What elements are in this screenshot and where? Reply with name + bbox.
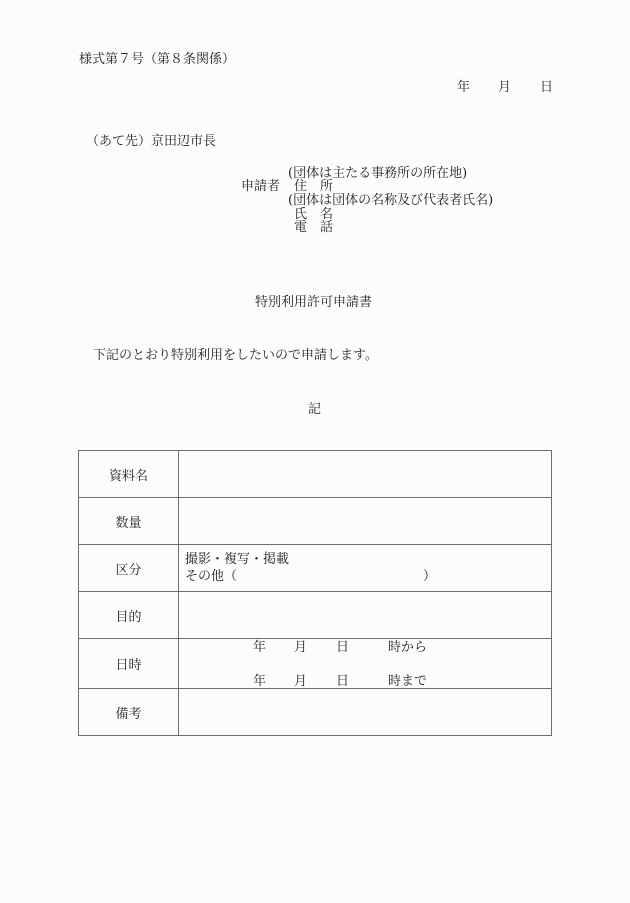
applicant-name-note: (団体は団体の名称及び代表者氏名) xyxy=(288,193,494,208)
from-day-label: 日 xyxy=(336,640,350,655)
datetime-to xyxy=(185,673,551,690)
date-day-label: 日 xyxy=(540,80,554,95)
remarks-field[interactable] xyxy=(179,689,552,736)
row-label: 資料名 xyxy=(79,451,179,498)
table-row-remarks xyxy=(79,689,552,736)
to-time-label: 時まで xyxy=(388,674,428,689)
from-month-label: 月 xyxy=(294,640,308,655)
intro-text: 下記のとおり特別利用をしたいので申請します。 xyxy=(93,348,378,363)
date-year-label: 年 xyxy=(457,80,471,95)
applicant-label: 申請者 xyxy=(241,179,281,194)
material-name-field[interactable] xyxy=(179,451,552,498)
row-label: 備考 xyxy=(79,689,179,736)
row-label: 数量 xyxy=(79,498,179,545)
row-label: 区分 xyxy=(79,545,179,592)
category-other-prefix: その他（ xyxy=(185,569,238,584)
to-year-label: 年 xyxy=(253,674,267,689)
table-row-datetime xyxy=(79,639,552,689)
datetime-from xyxy=(185,639,551,656)
applicant-address-note: (団体は主たる事務所の所在地) xyxy=(288,166,468,181)
category-other xyxy=(185,568,551,585)
to-day-label: 日 xyxy=(336,674,350,689)
document-title: 特別利用許可申請書 xyxy=(255,295,373,310)
from-year-label: 年 xyxy=(253,640,267,655)
to-month-label: 月 xyxy=(294,674,308,689)
addressee: （あて先）京田辺市長 xyxy=(86,134,217,149)
category-other-suffix: ） xyxy=(423,569,437,584)
applicant-phone-label: 電 話 xyxy=(294,220,334,235)
table-row-purpose xyxy=(79,592,552,639)
row-label: 目的 xyxy=(79,592,179,639)
date-month-label: 月 xyxy=(498,80,512,95)
application-form-table xyxy=(78,450,552,736)
applicant-address-label: 住 所 xyxy=(294,179,334,194)
table-row-quantity xyxy=(79,498,552,545)
table-row-category xyxy=(79,545,552,592)
from-time-label: 時から xyxy=(388,640,428,655)
ki-label: 記 xyxy=(308,402,322,417)
category-options: 撮影・複写・掲載 xyxy=(185,552,290,567)
datetime-field[interactable] xyxy=(179,639,552,689)
category-field[interactable] xyxy=(179,545,552,592)
applicant-name-label: 氏 名 xyxy=(294,207,334,222)
row-label: 日時 xyxy=(79,639,179,689)
quantity-field[interactable] xyxy=(179,498,552,545)
purpose-field[interactable] xyxy=(179,592,552,639)
form-number: 様式第７号（第８条関係） xyxy=(79,52,236,67)
table-row-material-name xyxy=(79,451,552,498)
